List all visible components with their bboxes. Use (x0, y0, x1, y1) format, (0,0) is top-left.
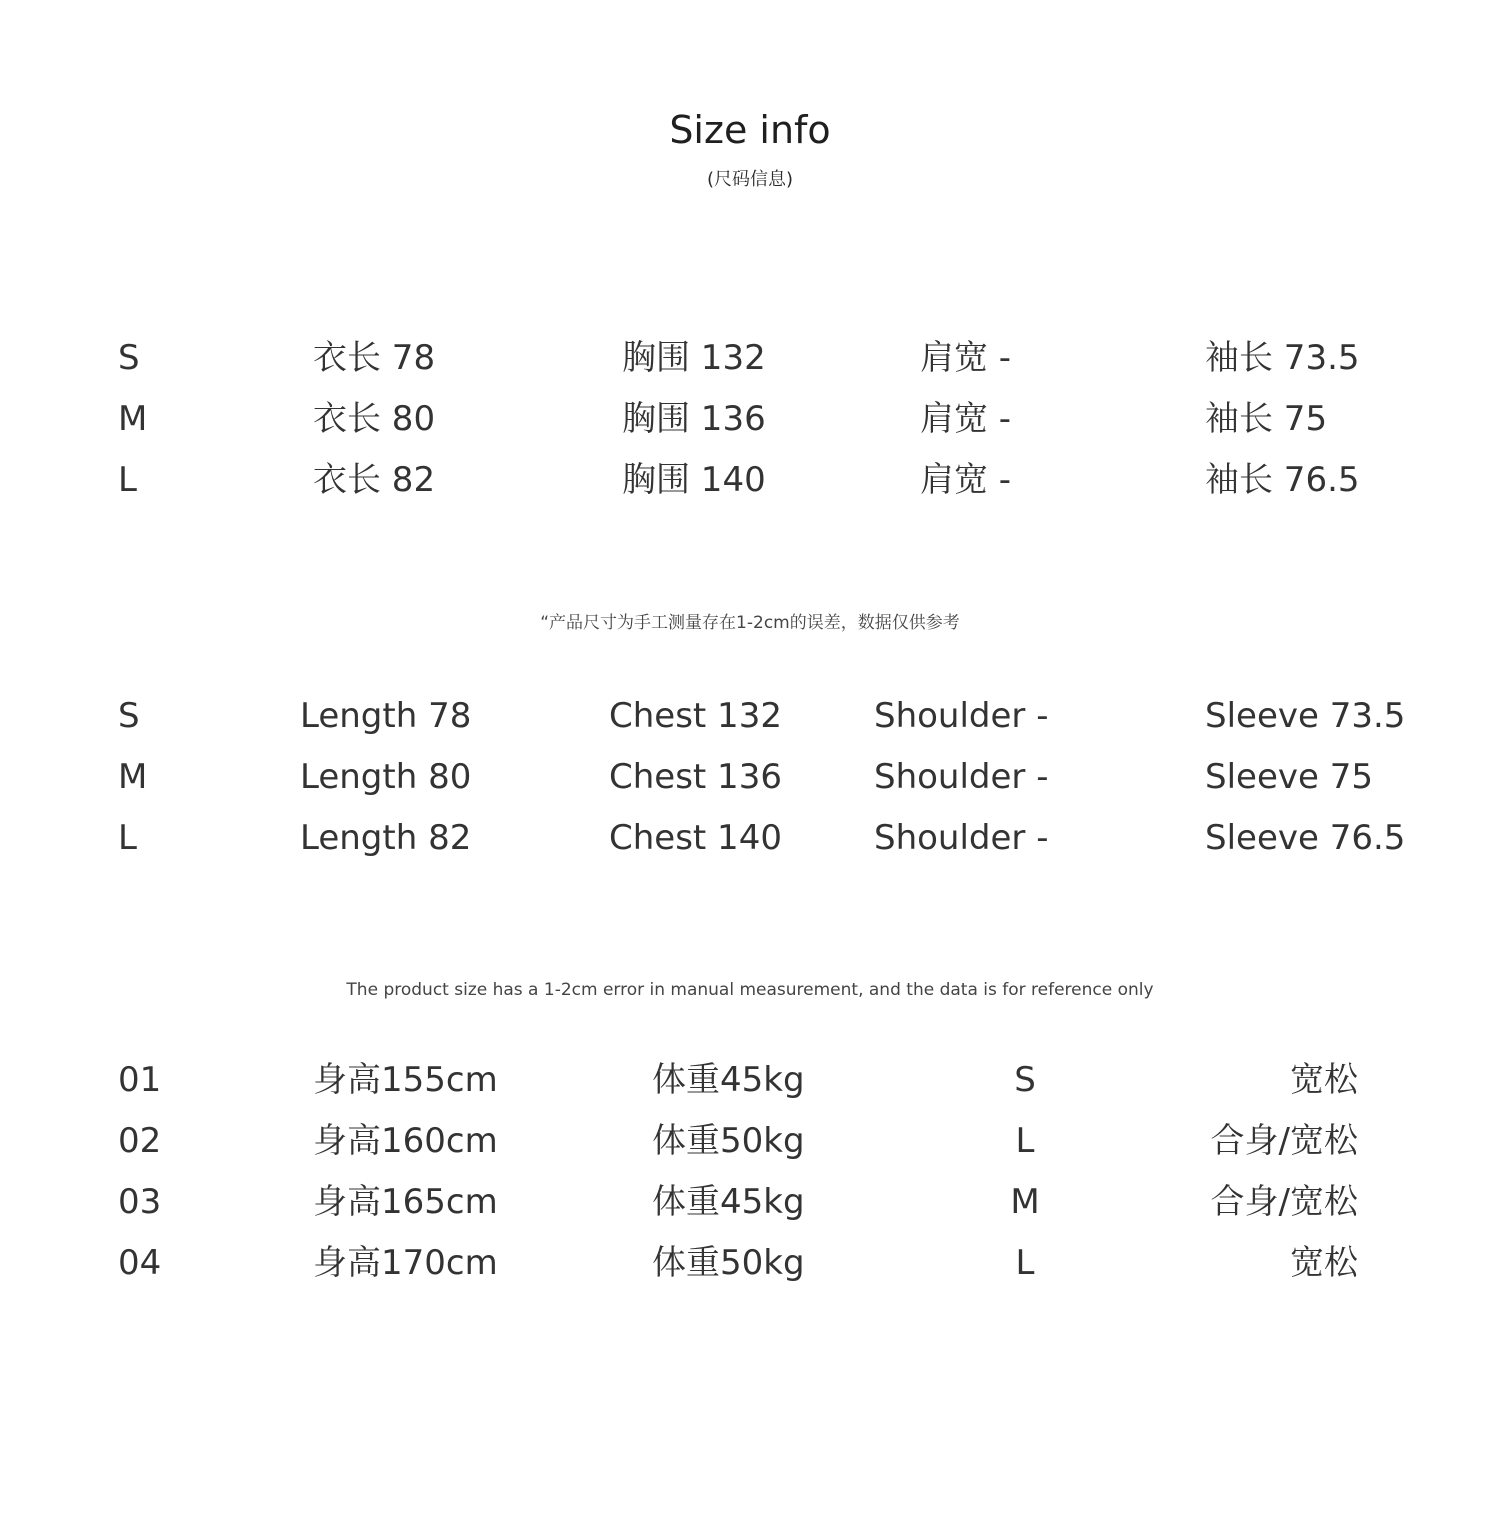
size-label: L (118, 460, 137, 500)
model-height: 身高160cm (313, 1121, 498, 1161)
model-size: L (1015, 1121, 1035, 1161)
shoulder-cell: 肩宽 - (920, 399, 1012, 439)
chest-cell: 胸围 132 (622, 338, 766, 378)
size-label: L (118, 818, 137, 858)
chest-cell: 胸围 140 (622, 460, 766, 500)
model-fit: 宽松 (1290, 1243, 1358, 1283)
model-fit: 合身/宽松 (1210, 1182, 1358, 1222)
length-cell: 衣长 80 (313, 399, 436, 439)
shoulder-cell: Shoulder - (874, 818, 1049, 858)
sleeve-cell: 袖长 73.5 (1205, 338, 1360, 378)
model-weight: 体重45kg (652, 1060, 805, 1100)
model-size: M (1010, 1182, 1040, 1222)
model-id: 01 (118, 1060, 162, 1100)
size-label: M (118, 399, 148, 439)
model-weight: 体重45kg (652, 1182, 805, 1222)
model-id: 02 (118, 1121, 162, 1161)
model-fit: 宽松 (1290, 1060, 1358, 1100)
length-cell: Length 78 (300, 696, 472, 736)
size-label: S (118, 338, 140, 378)
sleeve-cell: Sleeve 76.5 (1205, 818, 1406, 858)
model-height: 身高165cm (313, 1182, 498, 1222)
size-label: M (118, 757, 148, 797)
chest-cell: Chest 132 (609, 696, 782, 736)
sleeve-cell: Sleeve 75 (1205, 757, 1373, 797)
model-weight: 体重50kg (652, 1243, 805, 1283)
cn-disclaimer: “产品尺寸为手工测量存在1-2cm的误差，数据仅供参考 (540, 613, 960, 633)
length-cell: 衣长 82 (313, 460, 436, 500)
page-subtitle: (尺码信息) (706, 169, 794, 190)
model-weight: 体重50kg (652, 1121, 805, 1161)
length-cell: 衣长 78 (313, 338, 436, 378)
chest-cell: Chest 136 (609, 757, 782, 797)
en-disclaimer: The product size has a 1-2cm error in manual measurement, and the data is for reference only (346, 980, 1154, 1000)
size-label: S (118, 696, 140, 736)
model-id: 03 (118, 1182, 162, 1222)
chest-cell: Chest 140 (609, 818, 782, 858)
sleeve-cell: 袖长 75 (1205, 399, 1328, 439)
model-height: 身高170cm (313, 1243, 498, 1283)
page-title: Size info (669, 108, 831, 152)
model-fit: 合身/宽松 (1210, 1121, 1358, 1161)
length-cell: Length 80 (300, 757, 472, 797)
model-size: L (1015, 1243, 1035, 1283)
shoulder-cell: 肩宽 - (920, 338, 1012, 378)
sleeve-cell: 袖长 76.5 (1205, 460, 1360, 500)
model-height: 身高155cm (313, 1060, 498, 1100)
model-id: 04 (118, 1243, 162, 1283)
length-cell: Length 82 (300, 818, 472, 858)
shoulder-cell: 肩宽 - (920, 460, 1012, 500)
chest-cell: 胸围 136 (622, 399, 766, 439)
shoulder-cell: Shoulder - (874, 757, 1049, 797)
sleeve-cell: Sleeve 73.5 (1205, 696, 1406, 736)
model-size: S (1014, 1060, 1036, 1100)
shoulder-cell: Shoulder - (874, 696, 1049, 736)
